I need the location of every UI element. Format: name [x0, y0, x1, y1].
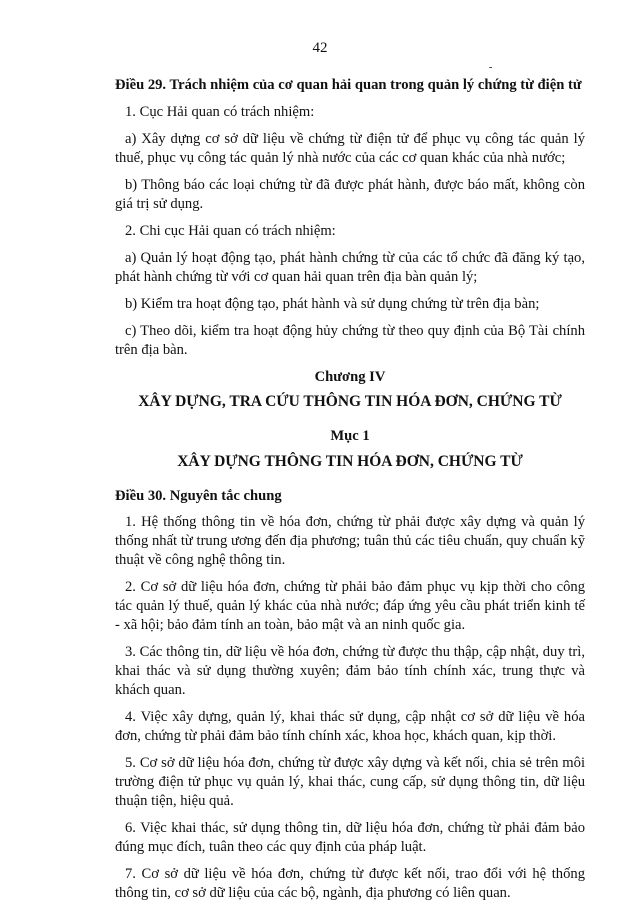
- article-30-clause-6: 6. Việc khai thác, sử dụng thông tin, dữ liệu hóa đơn, chứng từ phải đảm bảo đúng mục đích, tuân theo các quy định của pháp luật.: [115, 820, 585, 855]
- section-title: XÂY DỰNG THÔNG TIN HÓA ĐƠN, CHỨNG TỪ: [177, 453, 523, 470]
- chapter-title: XÂY DỰNG, TRA CỨU THÔNG TIN HÓA ĐƠN, CHỨNG TỪ: [138, 393, 562, 410]
- article-30-clause-2: 2. Cơ sở dữ liệu hóa đơn, chứng từ phải bảo đảm phục vụ kịp thời cho công tác quản lý thuế, quản lý khác của nhà nước; đáp ứng yêu cầu phát triển kinh tế - xã hội; bảo đảm tính an toàn, bảo mật và an ninh quốc gia.: [115, 579, 585, 633]
- article-29-clause-1b: b) Thông báo các loại chứng từ đã được phát hành, được báo mất, không còn giá trị sử dụng.: [115, 177, 585, 212]
- article-30-clause-1: 1. Hệ thống thông tin về hóa đơn, chứng từ phải được xây dựng và quản lý thống nhất từ trung ương đến địa phương; tuân thủ các tiêu chuẩn, quy chuẩn kỹ thuật về công nghệ thông tin.: [115, 514, 585, 568]
- article-29-title: Điều 29. Trách nhiệm của cơ quan hải quan trong quản lý chứng từ điện tử: [115, 77, 582, 93]
- article-29-clause-1a: a) Xây dựng cơ sở dữ liệu về chứng từ điện tử để phục vụ công tác quản lý thuế, phục vụ công tác quản lý nhà nước của các cơ quan khác của nhà nước;: [115, 131, 585, 166]
- section-label: Mục 1: [330, 428, 370, 444]
- chapter-label: Chương IV: [314, 369, 386, 385]
- article-29-clause-1: 1. Cục Hải quan có trách nhiệm:: [125, 104, 315, 120]
- corner-mark: -: [489, 62, 493, 73]
- page-content: [115, 76, 585, 903]
- article-30-title: Điều 30. Nguyên tắc chung: [115, 488, 282, 504]
- article-30-clause-3: 3. Các thông tin, dữ liệu về hóa đơn, chứng từ được thu thập, cập nhật, duy trì, khai thác và sử dụng thường xuyên; đảm bảo tính chính xác, trung thực và khách quan.: [115, 644, 585, 698]
- article-30-clause-7: 7. Cơ sở dữ liệu về hóa đơn, chứng từ được kết nối, trao đổi với hệ thống thông tin, cơ sở dữ liệu của các bộ, ngành, địa phương có liên quan.: [115, 866, 585, 901]
- page-number: 42: [312, 40, 328, 56]
- article-29-clause-2c: c) Theo dõi, kiểm tra hoạt động hủy chứng từ theo quy định của Bộ Tài chính trên địa bàn.: [115, 323, 585, 358]
- article-29-clause-2b: b) Kiểm tra hoạt động tạo, phát hành và sử dụng chứng từ trên địa bàn;: [125, 296, 540, 312]
- article-30-clause-5: 5. Cơ sở dữ liệu hóa đơn, chứng từ được xây dựng và kết nối, chia sẻ trên môi trường điện tử phục vụ quản lý, khai thác, cung cấp, sử dụng thông tin, dữ liệu thuận tiện, hiệu quả.: [115, 755, 585, 809]
- article-29-clause-2: 2. Chi cục Hải quan có trách nhiệm:: [125, 223, 336, 239]
- article-29-clause-2a: a) Quản lý hoạt động tạo, phát hành chứng từ của các tổ chức đã đăng ký tạo, phát hành chứng từ với cơ quan hải quan trên địa bàn quản lý;: [115, 250, 585, 285]
- article-30-clause-4: 4. Việc xây dựng, quản lý, khai thác sử dụng, cập nhật cơ sở dữ liệu về hóa đơn, chứng từ phải đảm bảo tính chính xác, khoa học, khách quan, kịp thời.: [115, 709, 585, 744]
